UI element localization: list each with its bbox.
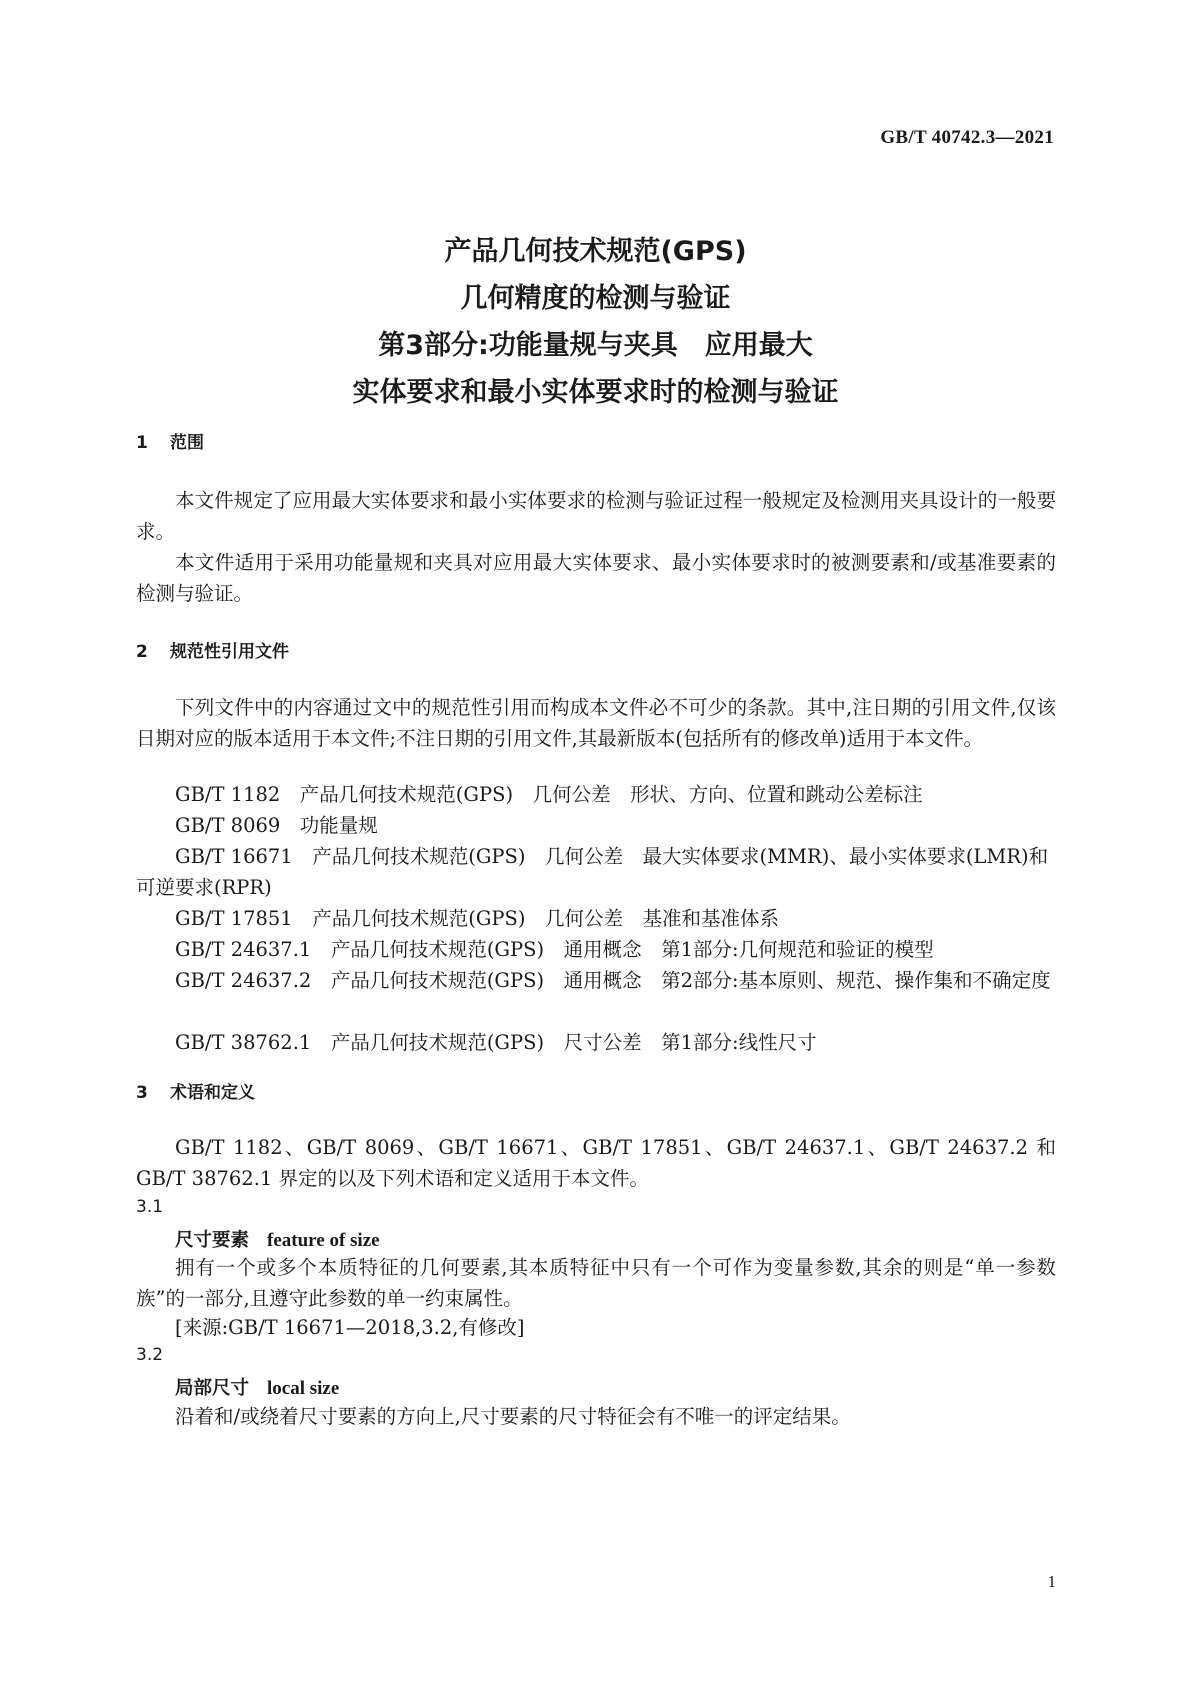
- section-heading-normative-references: [136, 637, 289, 662]
- term-number: 3.2: [136, 1345, 164, 1365]
- term-title-en: feature of size: [267, 1230, 380, 1251]
- paragraph: 本文件规定了应用最大实体要求和最小实体要求的检测与验证过程一般规定及检测用夹具设计的一般要求。: [136, 489, 1056, 543]
- paragraph: GB/T 1182、GB/T 8069、GB/T 16671、GB/T 17851、GB/T 24637.1、GB/T 24637.2 和 GB/T 38762.1 界定的以及下列术语和定义适用于本文件。: [136, 1136, 1056, 1190]
- term-title-en: local size: [267, 1378, 340, 1399]
- reference-item: GB/T 16671 产品几何技术规范(GPS) 几何公差 最大实体要求(MMR)、最小实体要求(LMR)和可逆要求(RPR): [136, 845, 1049, 899]
- section-title: 规范性引用文件: [170, 642, 289, 662]
- title-line: 产品几何技术规范(GPS): [444, 236, 747, 267]
- reference-item: GB/T 8069 功能量规: [175, 814, 378, 837]
- reference-item: GB/T 17851 产品几何技术规范(GPS) 几何公差 基准和基准体系: [175, 907, 779, 930]
- title-line: 实体要求和最小实体要求时的检测与验证: [352, 377, 839, 408]
- section-heading-terms-definitions: [136, 1078, 255, 1103]
- term-title-zh: 局部尺寸: [175, 1378, 250, 1399]
- term-source: [来源:GB/T 16671—2018,3.2,有修改]: [175, 1316, 525, 1339]
- term-definition: 沿着和/或绕着尺寸要素的方向上,尺寸要素的尺寸特征会有不唯一的评定结果。: [175, 1405, 851, 1428]
- title-line: 几何精度的检测与验证: [460, 283, 731, 314]
- section-title: 术语和定义: [170, 1083, 255, 1103]
- section-number: 3: [136, 1083, 148, 1103]
- term-number: 3.1: [136, 1197, 164, 1217]
- page-number: 1: [1047, 1572, 1056, 1591]
- reference-item: GB/T 38762.1 产品几何技术规范(GPS) 尺寸公差 第1部分:线性尺寸: [175, 1031, 817, 1054]
- paragraph: 下列文件中的内容通过文中的规范性引用而构成本文件必不可少的条款。其中,注日期的引用文件,仅该日期对应的版本适用于本文件;不注日期的引用文件,其最新版本(包括所有的修改单)适用于本文件。: [136, 696, 1056, 750]
- term-title-zh: 尺寸要素: [175, 1230, 250, 1251]
- document-code: GB/T 40742.3—2021: [880, 127, 1054, 148]
- document-title: [0, 228, 1191, 416]
- term-title: [175, 1226, 380, 1252]
- section-heading-scope: [136, 428, 204, 453]
- term-definition: 拥有一个或多个本质特征的几何要素,其本质特征中只有一个可作为变量参数,其余的则是“单一参数族”的一部分,且遵守此参数的单一约束属性。: [136, 1256, 1056, 1310]
- reference-item: GB/T 24637.2 产品几何技术规范(GPS) 通用概念 第2部分:基本原则、规范、操作集和不确定度: [175, 969, 1051, 992]
- paragraph: 本文件适用于采用功能量规和夹具对应用最大实体要求、最小实体要求时的被测要素和/或基准要素的检测与验证。: [136, 551, 1056, 605]
- section-title: 范围: [170, 433, 204, 453]
- term-title: [175, 1374, 339, 1400]
- title-line: 第3部分:功能量规与夹具 应用最大: [378, 330, 813, 361]
- section-number: 1: [136, 433, 148, 453]
- reference-item: GB/T 1182 产品几何技术规范(GPS) 几何公差 形状、方向、位置和跳动公差标注: [175, 783, 923, 806]
- section-number: 2: [136, 642, 148, 662]
- reference-item: GB/T 24637.1 产品几何技术规范(GPS) 通用概念 第1部分:几何规范和验证的模型: [175, 938, 934, 961]
